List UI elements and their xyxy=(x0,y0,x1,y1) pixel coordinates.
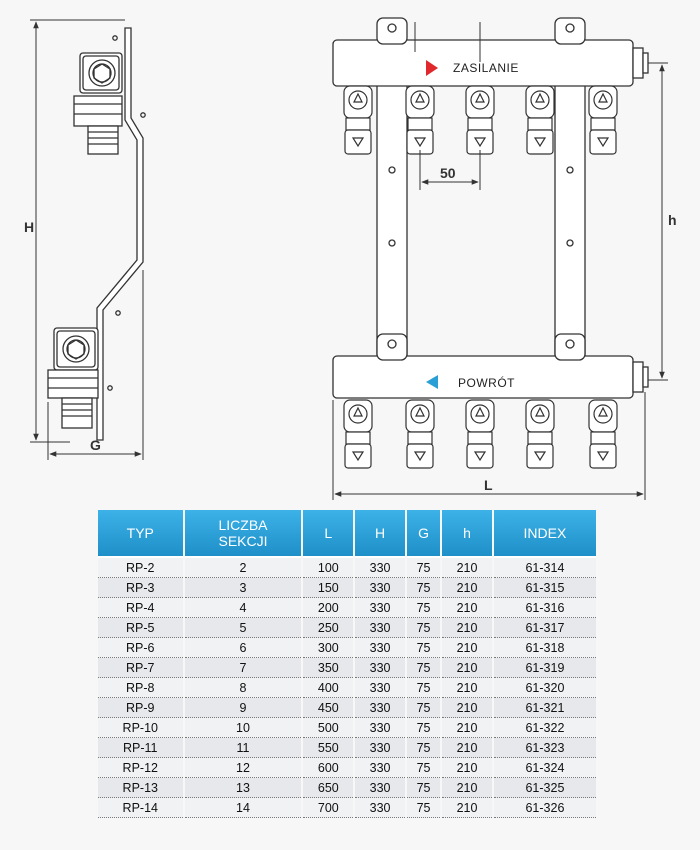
table-cell: 61-315 xyxy=(494,578,596,598)
table-cell: 61-324 xyxy=(494,758,596,778)
table-cell: 330 xyxy=(355,578,405,598)
table-cell: 210 xyxy=(442,758,492,778)
table-cell: 14 xyxy=(185,798,302,818)
table-cell: 61-323 xyxy=(494,738,596,758)
column-header-5: h xyxy=(442,510,492,558)
table-cell: RP-12 xyxy=(98,758,183,778)
table-cell: RP-10 xyxy=(98,718,183,738)
table-body xyxy=(98,558,596,818)
outlet-valve-top-3-nut xyxy=(468,118,492,130)
table-cell: RP-11 xyxy=(98,738,183,758)
table-cell: 210 xyxy=(442,578,492,598)
table-cell: 9 xyxy=(185,698,302,718)
table-cell: RP-3 xyxy=(98,578,183,598)
outlet-valve-bottom-3-nut xyxy=(468,432,492,444)
table-cell: RP-2 xyxy=(98,558,183,578)
table-cell: 210 xyxy=(442,718,492,738)
table-cell: 4 xyxy=(185,598,302,618)
dimension-pitch-label: 50 xyxy=(440,165,456,181)
table-cell: 330 xyxy=(355,778,405,798)
table-cell: 330 xyxy=(355,598,405,618)
table-cell: 10 xyxy=(185,718,302,738)
table-cell: 300 xyxy=(303,638,353,658)
table-cell: 210 xyxy=(442,698,492,718)
outlet-valve-bottom-3-fitting xyxy=(467,444,493,468)
table-cell: 330 xyxy=(355,798,405,818)
dimension-G-label: G xyxy=(90,437,101,453)
table-header-row xyxy=(98,510,596,558)
outlet-valve-bottom-4-nut xyxy=(528,432,552,444)
table-cell: 210 xyxy=(442,618,492,638)
table-cell: 210 xyxy=(442,598,492,618)
outlet-valve-top-5-nut xyxy=(591,118,615,130)
table-row xyxy=(98,658,596,678)
table-row xyxy=(98,778,596,798)
dimension-H-label: H xyxy=(24,219,35,235)
outlet-valve-bottom-2-nut xyxy=(408,432,432,444)
table-cell: 330 xyxy=(355,698,405,718)
table-cell: 5 xyxy=(185,618,302,638)
column-header-6: INDEX xyxy=(494,510,596,558)
table-cell: 75 xyxy=(407,798,440,818)
table-cell: 210 xyxy=(442,558,492,578)
table-cell: 330 xyxy=(355,738,405,758)
table-cell: 150 xyxy=(303,578,353,598)
dimension-h-label: h xyxy=(668,212,677,228)
front-view xyxy=(333,18,648,398)
table-cell: 8 xyxy=(185,678,302,698)
table-cell: 330 xyxy=(355,658,405,678)
table-cell: 350 xyxy=(303,658,353,678)
table-cell: 210 xyxy=(442,638,492,658)
table-cell: 61-325 xyxy=(494,778,596,798)
table-row xyxy=(98,578,596,598)
table-cell: 250 xyxy=(303,618,353,638)
table-cell: 13 xyxy=(185,778,302,798)
table-cell: 61-318 xyxy=(494,638,596,658)
table-cell: 61-320 xyxy=(494,678,596,698)
table-cell: 210 xyxy=(442,658,492,678)
outlet-valve-bottom-5-fitting xyxy=(590,444,616,468)
table-row xyxy=(98,718,596,738)
table-row xyxy=(98,758,596,778)
table-cell: 100 xyxy=(303,558,353,578)
table-cell: 11 xyxy=(185,738,302,758)
table-cell: 61-322 xyxy=(494,718,596,738)
table-cell: 500 xyxy=(303,718,353,738)
table-cell: 330 xyxy=(355,678,405,698)
table-cell: 61-326 xyxy=(494,798,596,818)
table-cell: 75 xyxy=(407,558,440,578)
table-row xyxy=(98,598,596,618)
table-cell: RP-14 xyxy=(98,798,183,818)
table-cell: 600 xyxy=(303,758,353,778)
table-cell: 400 xyxy=(303,678,353,698)
supply-label: ZASILANIE xyxy=(453,61,519,75)
outlet-valve-top-5-fitting xyxy=(590,130,616,154)
specification-table xyxy=(96,510,598,818)
table-cell: 210 xyxy=(442,738,492,758)
table-row xyxy=(98,738,596,758)
table-cell: 210 xyxy=(442,778,492,798)
table-cell: 75 xyxy=(407,758,440,778)
table-cell: 330 xyxy=(355,758,405,778)
table-cell: RP-5 xyxy=(98,618,183,638)
table-cell: 550 xyxy=(303,738,353,758)
table-row xyxy=(98,558,596,578)
table-cell: 61-321 xyxy=(494,698,596,718)
table-row xyxy=(98,638,596,658)
table-row xyxy=(98,618,596,638)
table-cell: RP-6 xyxy=(98,638,183,658)
dimension-h xyxy=(648,63,668,380)
table-cell: 75 xyxy=(407,738,440,758)
table-cell: 3 xyxy=(185,578,302,598)
table-cell: 210 xyxy=(442,678,492,698)
dimension-L-label: L xyxy=(484,477,493,493)
outlet-valve-bottom-2-fitting xyxy=(407,444,433,468)
outlet-valve-top-1-nut xyxy=(346,118,370,130)
table-cell: 330 xyxy=(355,558,405,578)
table-cell: 330 xyxy=(355,618,405,638)
table-cell: 12 xyxy=(185,758,302,778)
table-cell: 330 xyxy=(355,638,405,658)
column-header-1: LICZBA SEKCJI xyxy=(185,510,302,558)
column-header-3: H xyxy=(355,510,405,558)
outlet-valve-top-4-nut xyxy=(528,118,552,130)
table-cell: 61-314 xyxy=(494,558,596,578)
outlet-valve-bottom-5-nut xyxy=(591,432,615,444)
table-cell: 61-317 xyxy=(494,618,596,638)
table-cell: 75 xyxy=(407,618,440,638)
table-cell: 700 xyxy=(303,798,353,818)
table-cell: 75 xyxy=(407,578,440,598)
table-row xyxy=(98,678,596,698)
outlet-valve-top-4-fitting xyxy=(527,130,553,154)
table-cell: 61-319 xyxy=(494,658,596,678)
outlet-valve-bottom-4-fitting xyxy=(527,444,553,468)
table-cell: RP-4 xyxy=(98,598,183,618)
table-cell: 75 xyxy=(407,638,440,658)
return-label: POWRÓT xyxy=(458,376,515,390)
outlet-valve-bottom-1-nut xyxy=(346,432,370,444)
table-cell: 7 xyxy=(185,658,302,678)
table-cell: 75 xyxy=(407,698,440,718)
table-cell: 200 xyxy=(303,598,353,618)
table-cell: 75 xyxy=(407,658,440,678)
table-cell: 330 xyxy=(355,718,405,738)
table-cell: 75 xyxy=(407,598,440,618)
table-cell: 2 xyxy=(185,558,302,578)
table-cell: 210 xyxy=(442,798,492,818)
outlet-valve-bottom-1-fitting xyxy=(345,444,371,468)
column-header-2: L xyxy=(303,510,353,558)
table-cell: 450 xyxy=(303,698,353,718)
outlet-valve-top-1-fitting xyxy=(345,130,371,154)
table-cell: 6 xyxy=(185,638,302,658)
table-cell: 75 xyxy=(407,678,440,698)
table-cell: 650 xyxy=(303,778,353,798)
outlet-valve-top-2-nut xyxy=(408,118,432,130)
table-cell: 75 xyxy=(407,718,440,738)
column-header-0: TYP xyxy=(98,510,183,558)
column-header-4: G xyxy=(407,510,440,558)
table-cell: RP-7 xyxy=(98,658,183,678)
table-cell: 61-316 xyxy=(494,598,596,618)
table-row xyxy=(98,698,596,718)
table-cell: 75 xyxy=(407,778,440,798)
side-view xyxy=(48,28,145,440)
table-cell: RP-13 xyxy=(98,778,183,798)
table-cell: RP-9 xyxy=(98,698,183,718)
table-cell: RP-8 xyxy=(98,678,183,698)
table-row xyxy=(98,798,596,818)
